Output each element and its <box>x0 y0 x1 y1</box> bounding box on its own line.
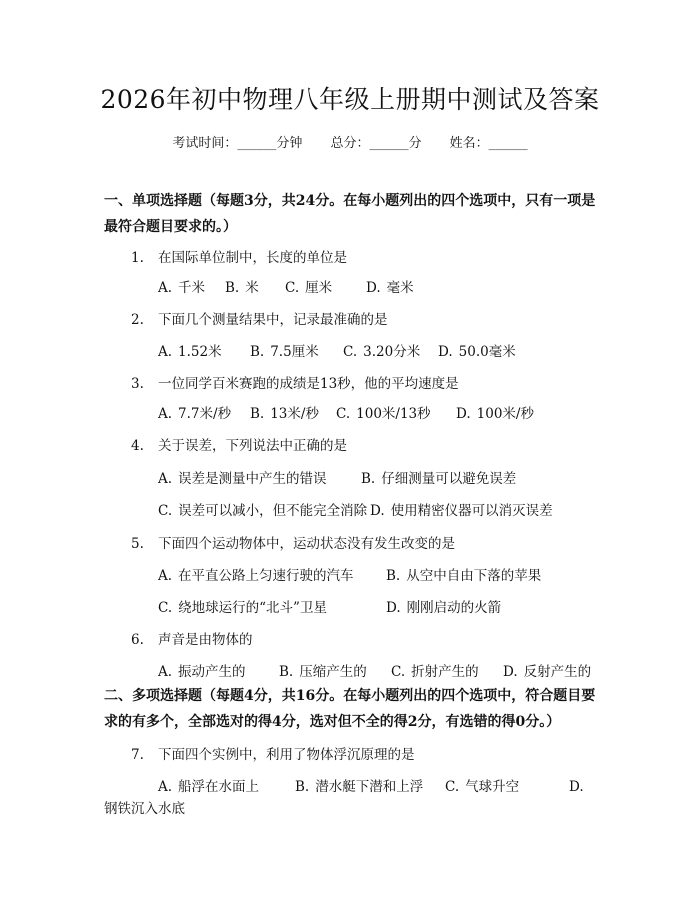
question-7 <box>131 743 601 763</box>
question-2-options <box>158 340 608 360</box>
section-heading-single-choice: 一、单项选择题（每题3分，共24分。在每小题列出的四个选项中，只有一项是 最符合题目要求的。） <box>104 193 596 235</box>
exam-name: 姓名：______ <box>449 136 528 151</box>
exam-time: 考试时间：______分钟 <box>172 136 303 151</box>
question-1-options <box>158 276 608 296</box>
option-a: A. 7.7米/秒 <box>158 406 232 422</box>
question-text: 下面四个实例中，利用了物体浮沉原理的是 <box>158 747 415 763</box>
question-1 <box>131 246 601 266</box>
question-text: 在国际单位制中，长度的单位是 <box>158 250 347 266</box>
option-c: C. 绕地球运行的“北斗”卫星 <box>158 600 327 616</box>
option-c: C. 折射产生的 <box>391 664 479 680</box>
option-d: D. 刚刚启动的火箭 <box>386 600 502 616</box>
question-text: 下面几个测量结果中，记录最准确的是 <box>158 312 388 328</box>
option-d: D. 反射产生的 <box>503 664 592 680</box>
question-number: 2. <box>131 312 144 328</box>
question-number: 6. <box>131 632 144 648</box>
option-d: D. 使用精密仪器可以消灭误差 <box>370 503 553 519</box>
option-a: A. 振动产生的 <box>158 664 246 680</box>
question-5-options-row-2 <box>158 596 608 616</box>
option-d: D. <box>569 779 584 795</box>
option-b: B. 从空中自由下落的苹果 <box>386 568 542 584</box>
question-text: 声音是由物体的 <box>158 632 253 648</box>
option-d: D. 50.0毫米 <box>438 344 516 360</box>
option-a: A. 1.52米 <box>158 344 222 360</box>
exam-score: 总分：______分 <box>330 136 422 151</box>
option-b: B. 压缩产生的 <box>279 664 367 680</box>
option-c: C. 厘米 <box>285 280 333 296</box>
question-3-options <box>158 402 608 422</box>
question-number: 4. <box>131 438 144 454</box>
option-d: D. 100米/秒 <box>456 406 534 422</box>
question-4 <box>131 434 601 454</box>
question-3 <box>131 372 601 392</box>
question-7-option-d-text: 钢铁沉入水底 <box>104 801 185 817</box>
question-number: 7. <box>131 747 144 763</box>
option-d: D. 毫米 <box>366 280 414 296</box>
question-6-options <box>158 660 608 680</box>
option-c: C. 误差可以减小，但不能完全消除 <box>158 503 368 519</box>
option-b: B. 仔细测量可以避免误差 <box>361 471 517 487</box>
question-5-options-row-1 <box>158 564 608 584</box>
option-a: A. 船浮在水面上 <box>158 779 260 795</box>
option-b: B. 潜水艇下潜和上浮 <box>295 779 424 795</box>
question-5 <box>131 532 601 552</box>
question-text: 下面四个运动物体中，运动状态没有发生改变的是 <box>158 536 455 552</box>
question-4-options-row-2 <box>158 499 608 519</box>
option-a: A. 误差是测量中产生的错误 <box>158 471 327 487</box>
option-a: A. 千米 <box>158 280 206 296</box>
page-title: 2026年初中物理八年级上册期中测试及答案 <box>100 85 600 114</box>
option-c: C. 100米/13秒 <box>336 406 431 422</box>
question-text: 一位同学百米赛跑的成绩是13秒，他的平均速度是 <box>158 376 459 392</box>
question-4-options-row-1 <box>158 467 608 487</box>
section-heading-multiple-choice: 二、多项选择题（每题4分，共16分。在每小题列出的四个选项中，符合题目要 求的有多个，全部选对的得4分，选对但不全的得2分，有选错的得0分。） <box>104 688 596 730</box>
question-text: 关于误差，下列说法中正确的是 <box>158 438 347 454</box>
option-a: A. 在平直公路上匀速行驶的汽车 <box>158 568 354 584</box>
option-b: B. 米 <box>225 280 259 296</box>
option-b: B. 7.5厘米 <box>250 344 319 360</box>
question-number: 5. <box>131 536 144 552</box>
question-6 <box>131 628 601 648</box>
question-7-options <box>158 775 608 795</box>
question-number: 3. <box>131 376 144 392</box>
option-c: C. 气球升空 <box>445 779 520 795</box>
option-c: C. 3.20分米 <box>343 344 421 360</box>
question-2 <box>131 308 601 328</box>
exam-meta <box>0 132 700 151</box>
question-number: 1. <box>131 250 144 266</box>
option-b: B. 13米/秒 <box>250 406 319 422</box>
